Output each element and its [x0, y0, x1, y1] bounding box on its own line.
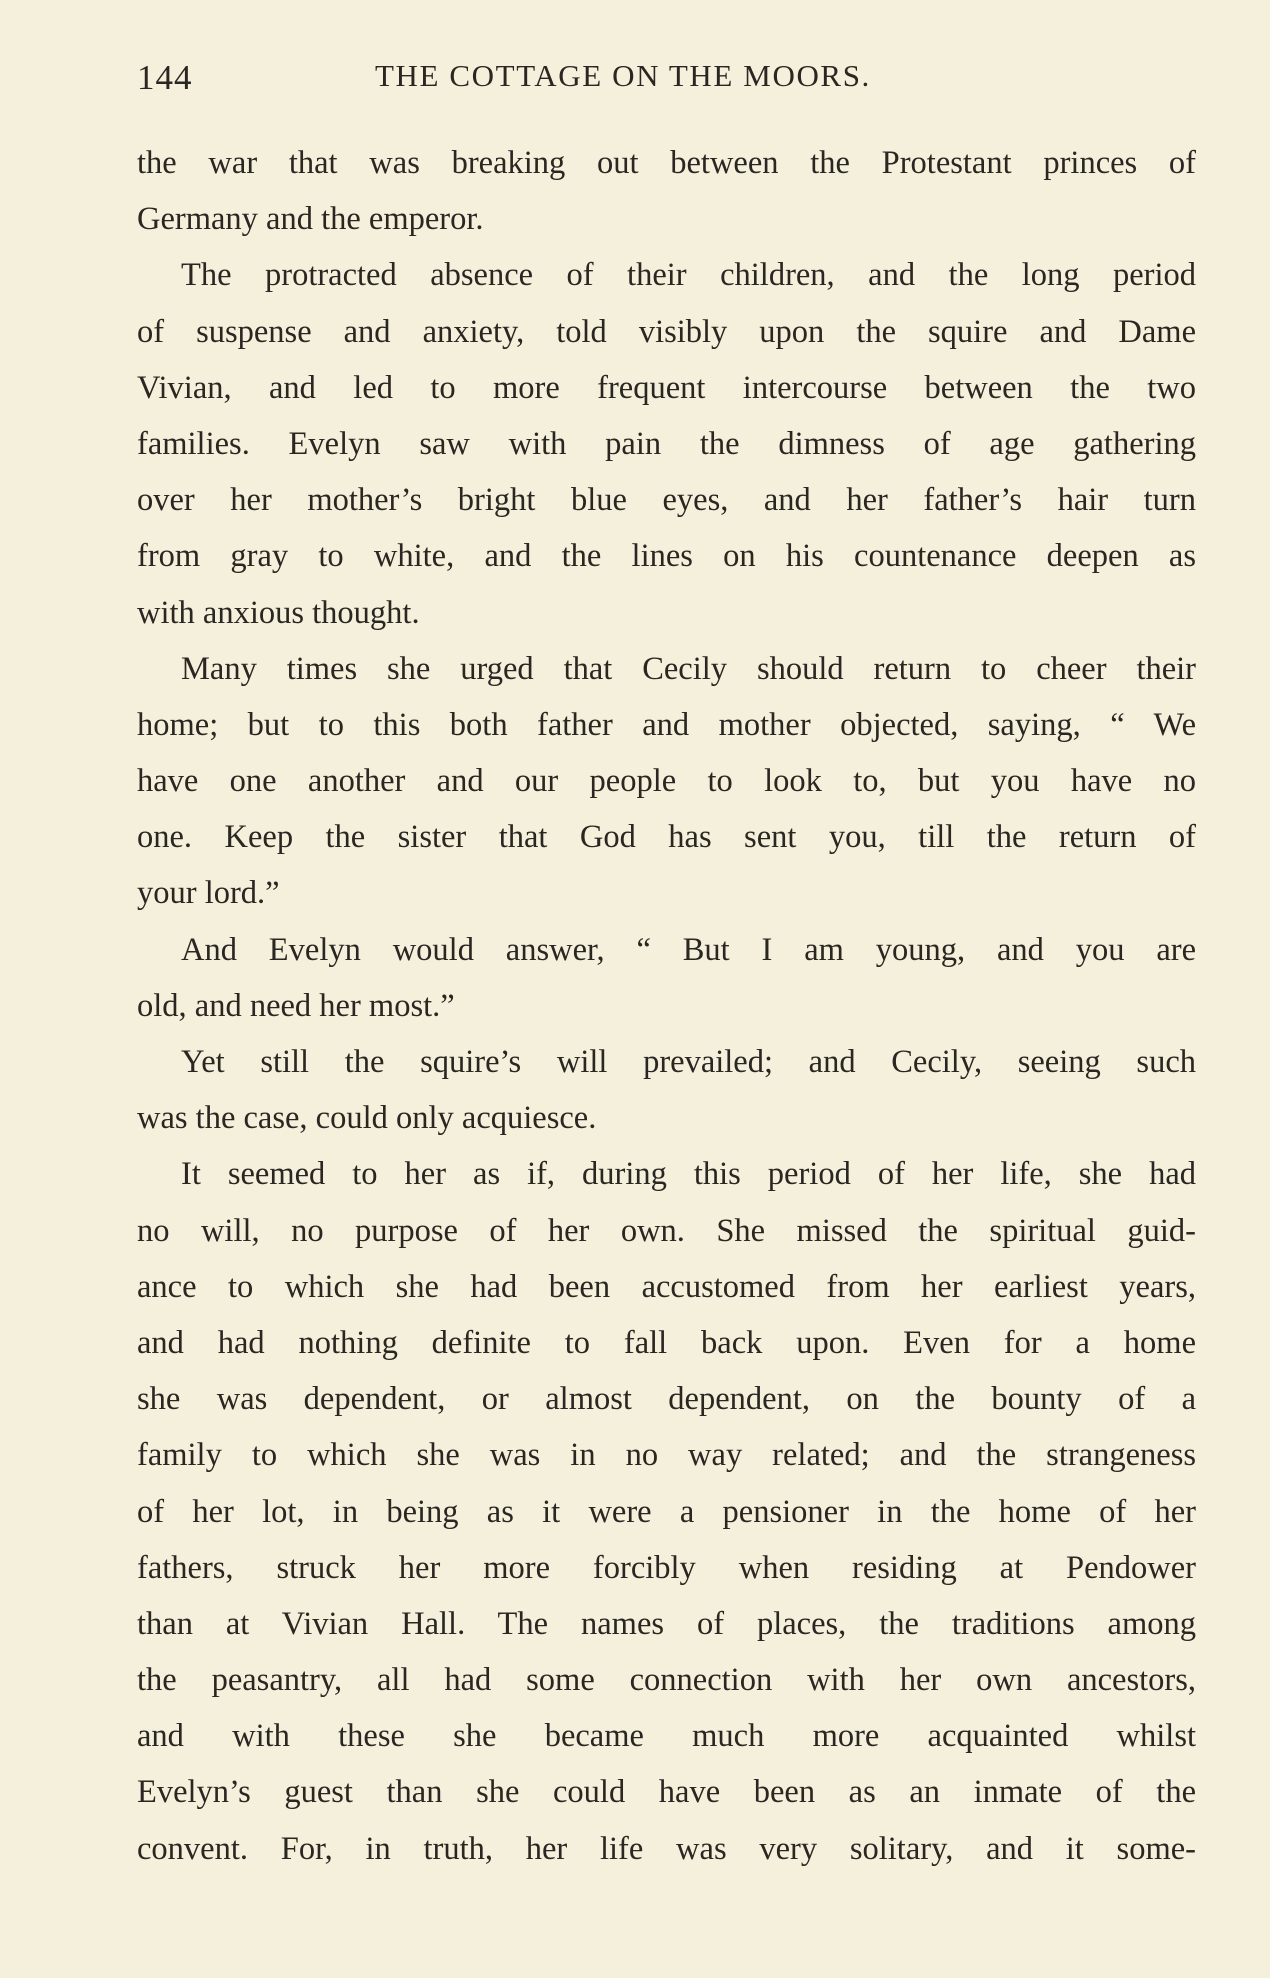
text-line: was the case, could only acquiesce. — [137, 1100, 597, 1137]
page-number: 144 — [137, 58, 193, 97]
text-line: old, and need her most.” — [137, 987, 455, 1024]
running-title: THE COTTAGE ON THE MOORS. — [375, 58, 871, 93]
text-line: Many times she urged that Cecily should return to cheer their — [181, 650, 1196, 687]
text-line: home; but to this both father and mother objected, saying, “ We — [137, 706, 1196, 743]
text-line: your lord.” — [137, 875, 280, 912]
text-line: convent. For, in truth, her life was very solitary, and it some- — [137, 1830, 1196, 1867]
text-line: The protracted absence of their children, and the long period — [181, 257, 1196, 294]
text-line: Yet still the squire’s will prevailed; and Cecily, seeing such — [181, 1044, 1196, 1080]
text-line: one. Keep the sister that God has sent you, till the return of — [137, 819, 1196, 856]
text-line: and with these she became much more acquainted whilst — [137, 1718, 1196, 1755]
text-line: and had nothing definite to fall back upon. Even for a home — [137, 1324, 1196, 1361]
text-line: And Evelyn would answer, “ But I am young, and you are — [181, 931, 1196, 968]
text-line: of her lot, in being as it were a pensioner in the home of her — [137, 1493, 1196, 1530]
text-line: families. Evelyn saw with pain the dimness of age gathering — [137, 425, 1196, 462]
text-line: It seemed to her as if, during this period of her life, she had — [181, 1156, 1196, 1193]
text-line: Evelyn’s guest than she could have been as an inmate of the — [137, 1774, 1196, 1811]
text-line: fathers, struck her more forcibly when residing at Pendower — [137, 1549, 1196, 1586]
text-line: with anxious thought. — [137, 594, 420, 631]
text-line: she was dependent, or almost dependent, on the bounty of a — [137, 1381, 1196, 1418]
text-line: the war that was breaking out between the Protestant princes of — [137, 145, 1196, 181]
text-line: family to which she was in no way related; and the strangeness — [137, 1437, 1196, 1474]
text-line: of suspense and anxiety, told visibly upon the squire and Dame — [137, 313, 1196, 350]
text-line: from gray to white, and the lines on his countenance deepen as — [137, 538, 1196, 575]
body-text — [137, 135, 1196, 1877]
text-line: Germany and the emperor. — [137, 201, 484, 238]
text-line: have one another and our people to look to, but you have no — [137, 763, 1196, 800]
text-line: over her mother’s bright blue eyes, and her father’s hair turn — [137, 482, 1196, 519]
text-line: no will, no purpose of her own. She missed the spiritual guid- — [137, 1212, 1196, 1249]
text-line: ance to which she had been accustomed from her earliest years, — [137, 1268, 1196, 1305]
text-line: than at Vivian Hall. The names of places, the traditions among — [137, 1605, 1196, 1642]
text-line: the peasantry, all had some connection with her own ancestors, — [137, 1662, 1196, 1699]
running-head — [137, 58, 1196, 108]
text-line: Vivian, and led to more frequent intercourse between the two — [137, 369, 1196, 406]
